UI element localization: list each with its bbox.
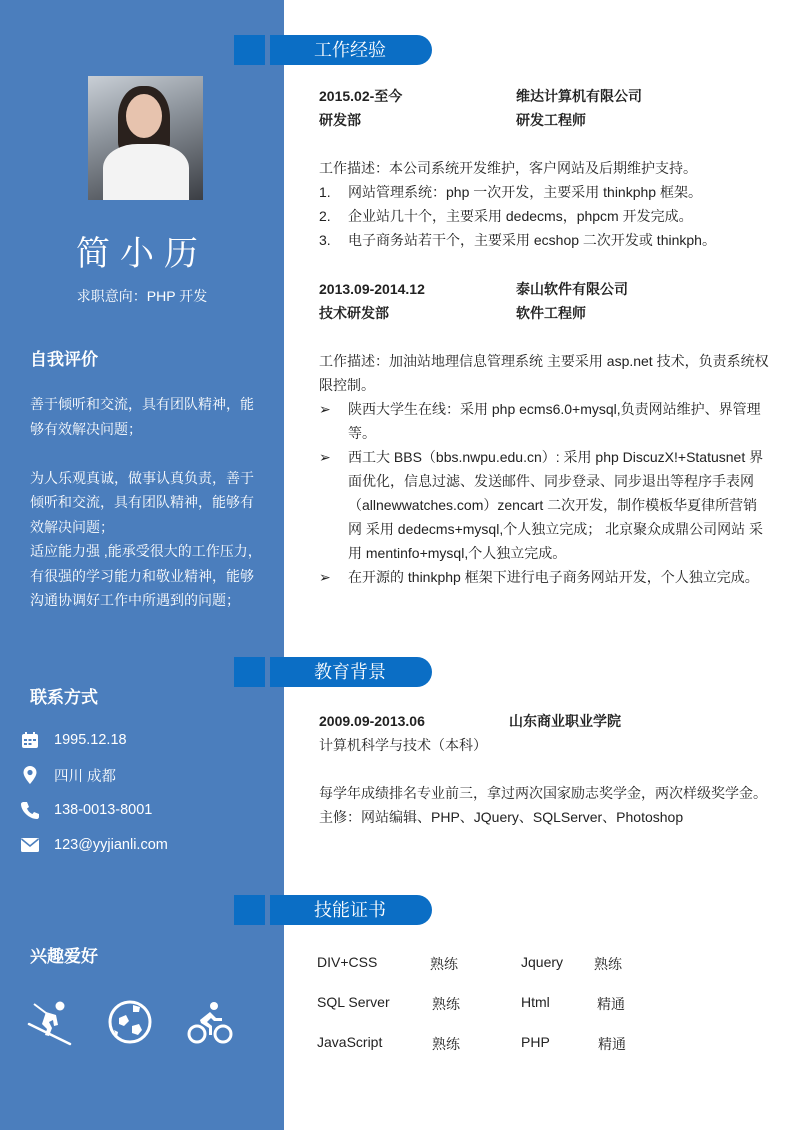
- birthday-text: 1995.12.18: [54, 732, 127, 748]
- email-text: 123@yyjianli.com: [54, 837, 168, 853]
- self-eval-text: [30, 392, 265, 613]
- job-intent: 求职意向：PHP 开发: [76, 288, 208, 304]
- self-eval-para: 适应能力强 ,能承受很大的工作压力，有很强的学习能力和敬业精神，能够沟通协调好工作中所遇到的问题；: [30, 543, 262, 608]
- phone-icon: [20, 800, 40, 820]
- job-item: 1. 网站管理系统：php 一次开发，主要采用 thinkphp 框架。: [319, 184, 702, 200]
- job-period: 2013.09-2014.12: [319, 281, 425, 297]
- hobbies-title: 兴趣爱好: [30, 947, 98, 966]
- job-item: 2. 企业站几十个，主要采用 dedecms，phpcm 开发完成。: [319, 208, 693, 224]
- skills-title: 技能证书: [270, 895, 432, 925]
- location-pin-icon: [20, 765, 40, 785]
- job-company: 泰山软件有限公司: [516, 281, 628, 297]
- job-2: [319, 277, 769, 589]
- contact-email: [20, 834, 168, 856]
- edu-school: 山东商业职业学院: [509, 713, 621, 729]
- edu-line: 每学年成绩排名专业前三，拿过两次国家励志奖学金，两次样级奖学金。: [319, 785, 767, 801]
- job-dept: 研发部: [319, 112, 361, 128]
- cycling-icon: [186, 998, 234, 1046]
- work-title: 工作经验: [270, 35, 432, 65]
- skill-row: JavaScript 熟练 PHP 精通: [317, 1034, 626, 1052]
- contact-title: 联系方式: [30, 688, 98, 707]
- education-entry: [319, 709, 769, 829]
- job-period: 2015.02-至今: [319, 88, 403, 104]
- job-company: 维达计算机有限公司: [516, 88, 642, 104]
- contact-birthday: [20, 729, 127, 751]
- edu-line: 主修：网站编辑、PHP、JQuery、SQLServer、Photoshop: [319, 809, 684, 825]
- candidate-name: 简小历: [76, 235, 208, 273]
- contact-location: [20, 764, 116, 786]
- soccer-ball-icon: [106, 998, 154, 1046]
- job-dept: 技术研发部: [319, 305, 389, 321]
- calendar-icon: [20, 730, 40, 750]
- job-item: ➢ 在开源的 thinkphp 框架下进行电子商务网站开发，个人独立完成。: [319, 569, 759, 585]
- job-desc: 工作描述：本公司系统开发维护，客户网站及后期维护支持。: [319, 160, 697, 176]
- skiing-icon: [24, 998, 72, 1046]
- skill-row: DIV+CSS 熟练 Jquery 熟练: [317, 954, 622, 972]
- job-1: [319, 84, 769, 252]
- self-eval-para: 为人乐观真诚，做事认真负责，善于倾听和交流，具有团队精神，能够有效解决问题；: [30, 469, 254, 535]
- job-item: ➢ 陕西大学生在线：采用 php ecms6.0+mysql,负责网站维护、界管理等。: [319, 401, 761, 441]
- sidebar: [0, 0, 284, 1130]
- self-eval-title: 自我评价: [30, 350, 98, 369]
- contact-phone: [20, 799, 152, 821]
- edu-major: 计算机科学与技术（本科）: [319, 737, 487, 753]
- edu-period: 2009.09-2013.06: [319, 713, 425, 729]
- job-role: 软件工程师: [516, 305, 586, 321]
- phone-text: 138-0013-8001: [54, 802, 153, 818]
- job-role: 研发工程师: [516, 112, 586, 128]
- education-title: 教育背景: [270, 657, 432, 687]
- job-desc: 工作描述：加油站地理信息管理系统 主要采用 asp.net 技术，负责系统权限控制。: [319, 353, 769, 393]
- location-text: 四川 成都: [54, 768, 117, 785]
- self-eval-para: 善于倾听和交流，具有团队精神，能够有效解决问题；: [30, 396, 254, 437]
- skill-row: SQL Server 熟练 Html 精通: [317, 994, 625, 1012]
- job-item: 3. 电子商务站若干个，主要采用 ecshop 二次开发或 thinkph。: [319, 232, 716, 248]
- profile-photo: [88, 76, 203, 200]
- mail-icon: [20, 835, 40, 855]
- job-item: ➢ 西工大 BBS（bbs.nwpu.edu.cn）: 采用 php DiscuzX!+Statusnet 界面优化，信息过滤、发送邮件、同步登录、同步退出等程序手表网（allnewwatches.com）zencart 二次开发，制作模板华夏律所营销网 采用 dedecms+mysql,个人独立完成； 北京聚众成鼎公司网站 采用 mentinfo+mysql,个人独立完成。: [319, 449, 764, 561]
